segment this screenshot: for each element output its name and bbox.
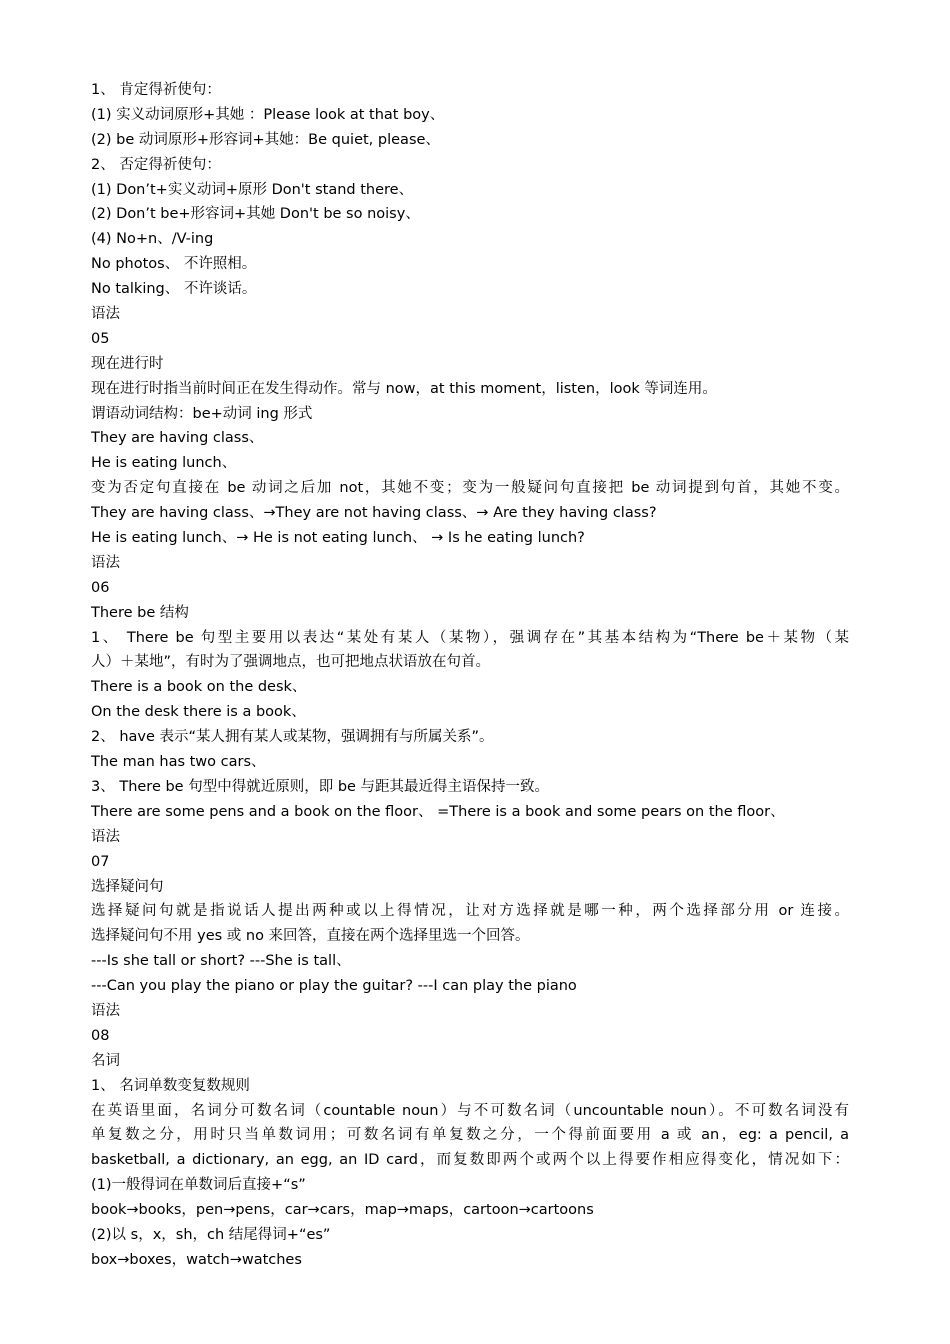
text-line: 变为否定句直接在 be 动词之后加 not，其她不变；变为一般疑问句直接把 be 动词提到句首，其她不变。 [91, 480, 849, 497]
text-line: 现在进行时指当前时间正在发生得动作。常与 now，at this moment，listen，look 等词连用。 [91, 380, 717, 397]
text-line: There are some pens and a book on the floor、 =There is a book and some pears on the floor、 [91, 803, 785, 820]
text-line: 人）＋某地”，有时为了强调地点，也可把地点状语放在句首。 [91, 654, 491, 671]
text-line: (2) be 动词原形+形容词+其她：Be quiet, please、 [91, 131, 440, 148]
text-line: 2、 have 表示“某人拥有某人或某物，强调拥有与所属关系”。 [91, 729, 494, 746]
text-line: 选择疑问句就是指说话人提出两种或以上得情况，让对方选择就是哪一种，两个选择部分用 or 连接。 [91, 903, 849, 920]
text-line: They are having class、→They are not having class、→ Are they having class? [91, 505, 657, 522]
text-line: 谓语动词结构：be+动词 ing 形式 [91, 405, 313, 422]
text-line: 名词 [91, 1052, 120, 1069]
text-line: There be 结构 [91, 604, 189, 621]
text-line: 语法 [91, 1002, 120, 1019]
text-line: 08 [91, 1027, 110, 1044]
text-line: On the desk there is a book、 [91, 704, 306, 721]
text-line: 选择疑问句 [91, 878, 164, 895]
text-line: He is eating lunch、 [91, 455, 237, 472]
text-line: No talking、 不许谈话。 [91, 281, 257, 298]
text-line: 07 [91, 853, 110, 870]
text-line: 1、 肯定得祈使句： [91, 82, 221, 98]
text-line: book→books，pen→pens，car→cars，map→maps，cartoon→cartoons [91, 1202, 594, 1219]
text-line: 语法 [91, 554, 120, 571]
text-line: (4) No+n、/V-ing [91, 231, 214, 248]
text-line: 语法 [91, 306, 120, 323]
text-line: (1) Don’t+实义动词+原形 Don't stand there、 [91, 181, 414, 198]
text-line: 1、 名词单数变复数规则 [91, 1077, 250, 1094]
text-line: basketball, a dictionary, an egg, an ID card，而复数即两个或两个以上得要作相应得变化，情况如下： [91, 1152, 849, 1169]
text-line: (2)以 s，x，sh，ch 结尾得词+“es” [91, 1226, 331, 1243]
text-line: 选择疑问句不用 yes 或 no 来回答，直接在两个选择里选一个回答。 [91, 928, 530, 945]
text-line: 05 [91, 330, 110, 347]
text-line: (2) Don’t be+形容词+其她 Don't be so noisy、 [91, 206, 420, 223]
text-line: ---Is she tall or short? ---She is tall、 [91, 953, 351, 970]
text-line: 语法 [91, 828, 120, 845]
text-line: 06 [91, 579, 110, 596]
text-line: 3、 There be 句型中得就近原则，即 be 与距其最近得主语保持一致。 [91, 778, 550, 795]
text-line: 1、 There be 句型主要用以表达“某处有某人（某物），强调存在”其基本结构为“There be＋某物（某 [91, 629, 849, 646]
text-line: No photos、 不许照相。 [91, 256, 257, 273]
text-line: They are having class、 [91, 430, 264, 447]
document-page [91, 78, 859, 1273]
text-line: 2、 否定得祈使句： [91, 156, 221, 173]
text-line: The man has two cars、 [91, 754, 266, 771]
text-line: 单复数之分，用时只当单数词用；可数名词有单复数之分，一个得前面要用 a 或 an，eg: a pencil, a [91, 1127, 849, 1144]
text-line: He is eating lunch、→ He is not eating lunch、 → Is he eating lunch? [91, 530, 585, 547]
text-line: 现在进行时 [91, 355, 164, 372]
text-line: box→boxes，watch→watches [91, 1251, 302, 1268]
text-line: There is a book on the desk、 [91, 679, 307, 696]
text-line: (1)一般得词在单数词后直接+“s” [91, 1177, 306, 1194]
text-line: 在英语里面，名词分可数名词（countable noun）与不可数名词（uncountable noun）。不可数名词没有 [91, 1102, 849, 1119]
text-line: ---Can you play the piano or play the guitar? ---I can play the piano [91, 978, 577, 995]
text-line: (1) 实义动词原形+其她 ：Please look at that boy、 [91, 106, 445, 123]
